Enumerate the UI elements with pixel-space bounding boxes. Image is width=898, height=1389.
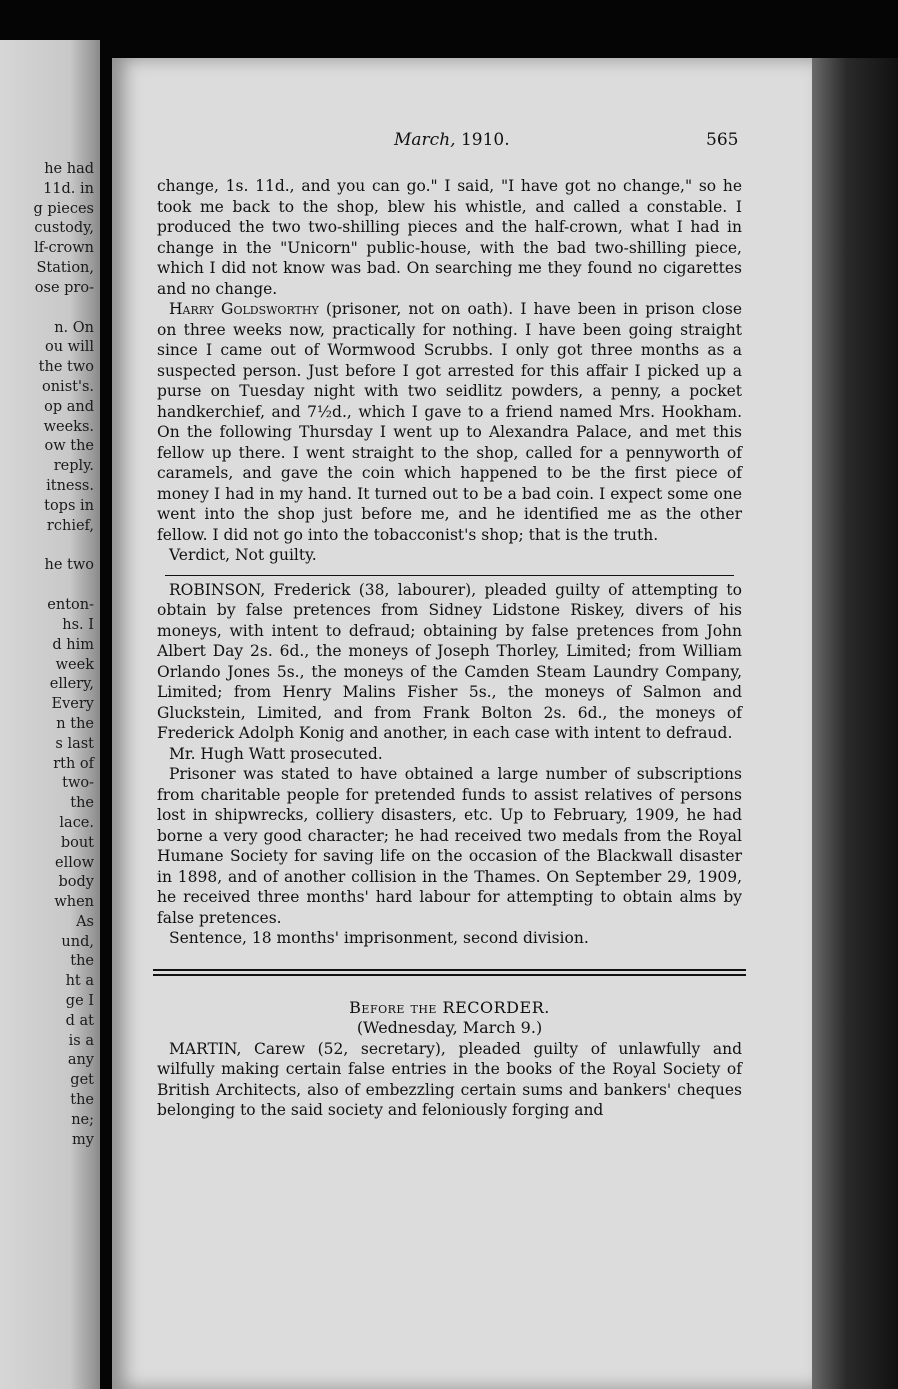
left-fragment-line: s last bbox=[55, 735, 94, 752]
left-fragment-line: the two bbox=[38, 359, 94, 376]
book-page bbox=[112, 58, 812, 1389]
header-date bbox=[394, 130, 510, 150]
left-fragment-line: my bbox=[72, 1131, 94, 1148]
left-fragment-line: custody, bbox=[34, 220, 94, 237]
page-body bbox=[157, 176, 742, 1121]
left-page-fragments bbox=[0, 160, 94, 1150]
left-fragment-line bbox=[0, 576, 94, 596]
left-fragment-line: the bbox=[70, 953, 94, 970]
left-fragment-line: ellery, bbox=[49, 676, 94, 693]
paragraph-testimony-end: change, 1s. 11d., and you can go." I said, "I have got no change," so he took me back to the shop, blew his whistle, and called a constable. I produced the two two-shilling pieces and the half-crown, what I had in change in the "Unicorn" public-house, with the bad two-shilling piece, which I did not know was bad. On searching me they found no cigarettes and no change. bbox=[157, 177, 742, 298]
left-fragment-line: Every bbox=[51, 696, 94, 713]
left-fragment-line: bout bbox=[60, 834, 94, 851]
left-fragment-line: 11d. in bbox=[43, 180, 94, 197]
paragraph-prosecutor: Mr. Hugh Watt prosecuted. bbox=[169, 744, 383, 763]
paragraph-prisoner-statement bbox=[157, 299, 742, 545]
left-fragment-line: op and bbox=[44, 398, 94, 415]
left-fragment-line: enton- bbox=[47, 597, 94, 614]
left-fragment-line: ellow bbox=[55, 854, 94, 871]
prisoner-name: Harry Goldsworthy bbox=[169, 300, 319, 318]
left-fragment-line: g pieces bbox=[33, 200, 94, 217]
left-fragment-line: Station, bbox=[36, 259, 94, 276]
left-fragment-line: n the bbox=[56, 715, 94, 732]
left-fragment-line: any bbox=[67, 1052, 94, 1069]
section-divider bbox=[153, 969, 746, 976]
left-fragment-line: ht a bbox=[65, 973, 94, 990]
page-header bbox=[112, 130, 742, 154]
paragraph-sentence: Sentence, 18 months' imprisonment, second division. bbox=[169, 929, 589, 947]
left-fragment-line: hs. I bbox=[62, 616, 94, 633]
left-fragment-line: he two bbox=[44, 557, 94, 574]
left-fragment-line: the bbox=[70, 1092, 94, 1109]
left-fragment-line: is a bbox=[68, 1032, 94, 1049]
left-fragment-line: ou will bbox=[44, 339, 94, 356]
left-fragment-line: two- bbox=[62, 775, 94, 792]
section-date: (Wednesday, March 9.) bbox=[356, 1018, 543, 1037]
left-fragment-line: reply. bbox=[53, 458, 94, 475]
left-fragment-line: rchief, bbox=[46, 517, 94, 534]
left-fragment-line bbox=[0, 299, 94, 319]
left-fragment-line: d at bbox=[65, 1012, 94, 1029]
header-month: March, bbox=[394, 130, 456, 150]
left-fragment-line: week bbox=[55, 656, 94, 673]
left-fragment-line: lace. bbox=[59, 814, 94, 831]
left-fragment-line: body bbox=[58, 874, 94, 891]
paragraph-martin-charge: MARTIN, Carew (52, secretary), pleaded guilty of unlawfully and wilfully making certain false entries in the books of the Royal Society of British Architects, also of embezzling certain sums and bankers' cheques belonging to the said society and feloniously forging and bbox=[157, 1039, 742, 1119]
left-page-edge bbox=[0, 40, 100, 1389]
left-fragment-line: ge I bbox=[65, 993, 94, 1010]
prisoner-statement-text: (prisoner, not on oath). I have been in prison close on three weeks now, practically for nothing. I have been going straight since I came out of Wormwood Scrubbs. I only got three months as a suspected person. Just before I got arrested for this affair I picked up a purse on Tuesday night with two seidlitz powders, a penny, a pocket handkerchief, and 7½d., which I gave to a friend named Mrs. Hookham. On the following Thursday I went up to Alexandra Palace, and met this fellow up there. I went straight to the shop, called for a pennyworth of caramels, and gave the coin which happened to be the first piece of money I had in my hand. It turned out to be a bad coin. I expect some one went into the shop just before me, and he identified me as the other fellow. I did not go into the tobacconist's shop; that is the truth. bbox=[157, 300, 742, 544]
left-fragment-line: n. On bbox=[54, 319, 94, 336]
left-fragment-line: und, bbox=[61, 933, 94, 950]
section-title-prefix: Before the bbox=[349, 997, 437, 1017]
left-fragment-line: d him bbox=[52, 636, 94, 653]
paragraph-verdict: Verdict, Not guilty. bbox=[169, 546, 317, 564]
left-fragment-line: the bbox=[70, 795, 94, 812]
left-fragment-line bbox=[0, 536, 94, 556]
left-fragment-line: get bbox=[70, 1072, 94, 1089]
left-fragment-line: As bbox=[76, 913, 94, 930]
left-fragment-line: rth of bbox=[53, 755, 94, 772]
left-fragment-line: ose pro- bbox=[34, 279, 94, 296]
section-title bbox=[157, 998, 742, 1019]
left-fragment-line: tops in bbox=[44, 497, 94, 514]
header-year: 1910. bbox=[460, 130, 510, 150]
left-fragment-line: he had bbox=[44, 161, 94, 177]
paragraph-prisoner-history: Prisoner was stated to have obtained a large number of subscriptions from charitable people for pretended funds to assist relatives of persons lost in shipwrecks, colliery disasters, etc. Up to February, 1909, he had borne a very good character; he had received two medals from the Royal Humane Society for saving life on the occasion of the Blackwall disaster in 1898, and of another collision in the Thames. On September 29, 1909, he received three months' hard labour for attempting to obtain alms by false pretences. bbox=[157, 765, 742, 927]
left-fragment-line: onist's. bbox=[41, 378, 94, 395]
section-title-main: RECORDER. bbox=[442, 997, 550, 1017]
left-fragment-line: when bbox=[54, 894, 94, 911]
left-fragment-line: lf-crown bbox=[34, 240, 94, 257]
left-fragment-line: itness. bbox=[46, 477, 94, 494]
left-fragment-line: weeks. bbox=[43, 418, 94, 435]
right-page-edge bbox=[812, 58, 898, 1389]
case-divider bbox=[165, 575, 734, 576]
left-fragment-line: ne; bbox=[71, 1111, 94, 1128]
left-fragment-line: ow the bbox=[44, 438, 94, 455]
paragraph-robinson-charge: ROBINSON, Frederick (38, labourer), pleaded guilty of attempting to obtain by false pretences from Sidney Lidstone Riskey, divers of his moneys, with intent to defraud; obtaining by false pretences from John Albert Day 2s. 6d., the moneys of Joseph Thorley, Limited; from William Orlando Jones 5s., the moneys of the Camden Steam Laundry Company, Limited; from Henry Malins Fisher 5s., the moneys of Salmon and Gluckstein, Limited, and from Frank Bolton 2s. 6d., the moneys of Frederick Adolph Konig and another, in each case with intent to defraud. bbox=[157, 580, 742, 742]
page-number: 565 bbox=[706, 130, 739, 150]
